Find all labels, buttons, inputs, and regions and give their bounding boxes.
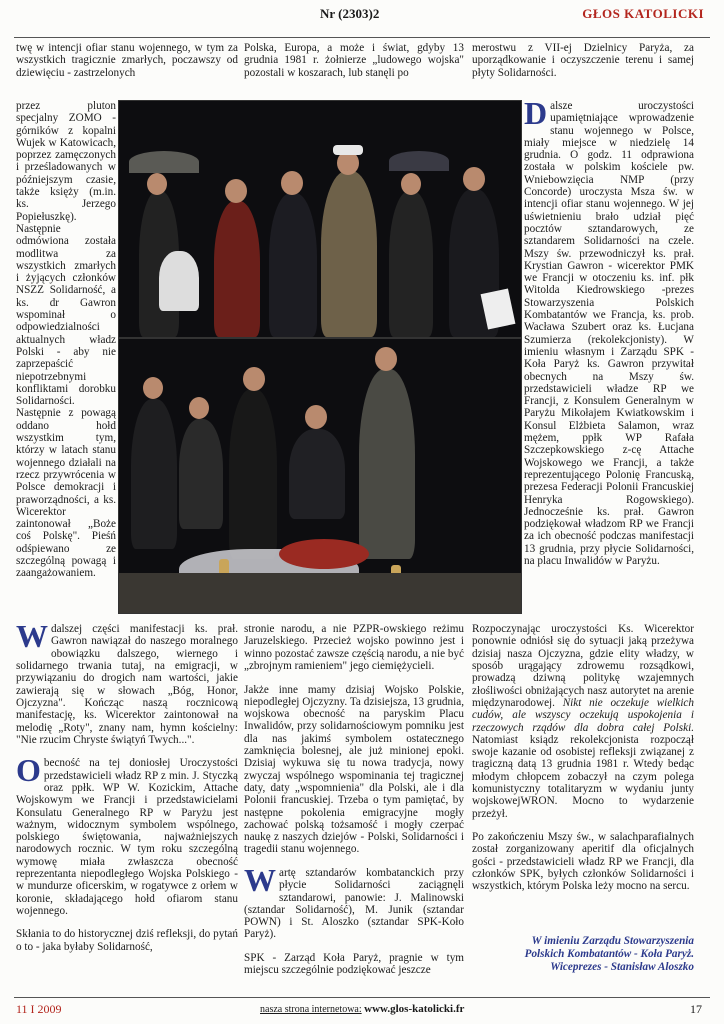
column-1-top — [16, 42, 238, 79]
column-3-wrap-text — [524, 95, 694, 567]
page-number: 17 — [690, 1002, 702, 1016]
signature-line: Polskich Kombatantów - Koła Paryż. — [524, 948, 694, 960]
column-2-top — [244, 42, 464, 79]
issue-number: Nr (2303)2 — [320, 6, 380, 21]
photo-ceremony-church — [118, 100, 522, 338]
paragraph: alsze uroczystości upamiętniające wprowadzenie stanu wojennego w Polsce, miały miejsce w niedzielę 14 grudnia. O godz. 11 odprawiona została w polskim kościele pw. Wniebowzięcia NMP (przy Concorde) uroczysta Msza św. w intencji ofiar stanu wojennego. W jej uświetnieniu brało udział pięć pocztów sztandarowych, ze sztandarem Solidarności na czele. Mszy św. przewodniczył ks. prał. Krystian Gawron - wicerektor PMK we Francji w otoczeniu ks. inf. płk Witolda Kiedrowskiego -prezes Stowarzyszenia Polskich Kombatantów we Francja, ks. prob. Wacława Szubert oraz ks. Łucjana Szumierza (rekolekcjonisty). W imieniu własnym i Zarządu SPK - Koła Paryż ks. Gawron przywitał obecnych na Mszy św. przedstawicieli władze RP we Francji, z Konsulem Generalnym w Paryżu Mikołajem Kwiatkowskim i Konsul Elżbieta Salamon, wraz mężem, ppłk WP Rafała Szczepkowskiego z-cę Attache Wojskowego we Francji, a także reprezentującego Polonię Francuską, prezesa Federacji Polonii Francuskiej Henryka Rogowskiego). Jednocześnie ks. prał. Gawron podziękował władzom RP we Francji za ich obecność podczas manifestacji 13 grudnia, przy płycie Solidarności, na placu Inwalidów w Paryżu. — [524, 100, 694, 567]
paragraph: Jakże inne mamy dzisiaj Wojsko Polskie, niepodległej Ojczyzny. Ta dzisiejsza, 13 grudnia, wojskowa obecność na paryskim Placu Inwalidów, przy solidarnościowym pomniku jest dla nas jakimś symbolem ostatecznego zamknięcia bolesnej, ale już minionej epoki. Dzisiaj wykuwa się tu nowa tradycja, nowy zwyczaj wspólnego wspominania tej tragicznej daty, daty „wspomnienia" dla Polski, ale i dla Polonii francuskiej. Trzeba o tym pamiętać, by następne pokolenia emigracyjne mogły zachować polską tożsamość i mogły czerpać naukę z naszych dziejów - Polski, Solidarności i tragedii stanu wojennego. — [244, 683, 464, 856]
paragraph: Obecność na tej doniosłej Uroczystości przedstawicieli władz RP z min. J. Styczką oraz ppłk. WP W. Kozickim, Attache Wojskowym we Francji i przedstawicielami Konsulatu Generalnego RP w Paryżu jest ważnym, widocznym symbolem wspólnego, polskiego świętowania, najważniejszych narodowych rocznic. W tym roku szczególną wymowę miała zwłaszcza obecność reprezentanta niepodległego Wojska Polskiego - w mundurze oficerskim, w rogatywce z orłem w koronie, składającego hołd ofiarom stanu wojennego. — [16, 752, 238, 917]
column-3-top — [472, 42, 694, 79]
paragraph: Skłania to do historycznej dziś refleksji, do pytań o to - jaka byłaby Solidarność, — [16, 928, 238, 953]
issue-date: 11 I 2009 — [16, 1002, 62, 1016]
paragraph: Polska, Europa, a może i świat, gdyby 13 grudnia 1981 r. żołnierze „ludowego wojska" pozostali w koszarach, lub stanęli po — [244, 42, 464, 79]
masthead-title: GŁOS KATOLICKI — [582, 6, 704, 21]
italic-quote: Nikt nie oczekuje wielkich cudów, ale wszyscy oczekują uspokojenia i rzeczowych rządów dla dobra całej Polski. — [472, 696, 694, 734]
website-line — [260, 1003, 464, 1015]
column-3-lower — [472, 612, 694, 904]
drop-cap: W — [244, 861, 276, 898]
footer-rule — [14, 997, 710, 998]
paragraph: Wartę sztandarów kombatanckich przy płycie Solidarności zaciągnęli sztandarowi, panowie: J. Malinowski (sztandar Solidarność), M. Junik (sztandar POWN) i St. Aloszko (sztandar SPK-Koło Paryż). — [244, 861, 464, 941]
paragraph: SPK - Zarząd Koła Paryż, pragnie w tym miejscu szczególnie podziękować jeszcze — [244, 951, 464, 977]
header-rule — [14, 37, 710, 38]
website-link[interactable]: www.glos-katolicki.fr — [364, 1003, 465, 1015]
signature-line: W imieniu Zarządu Stowarzyszenia — [531, 935, 694, 947]
paragraph: stronie narodu, a nie PZPR-owskiego reżimu Jaruzelskiego. Przecież wojsko powinno jest i winno pozostać zawsze częścią narodu, a nie być „zbrojnym ramieniem" jego ciemiężycieli. — [244, 623, 464, 673]
column-1-wrap-text: przez pluton specjalny ZOMO - górników z kopalni Wujek w Katowicach, poprzez zamęczonych i prześladowanych w późniejszym czasie, także księży (m.in. ks. Jerzego Popiełuszkę). Następnie odmówiona została modlitwa za wszystkich zmarłych i żyjących członków NSZZ Solidarność, a ks. dr Gawron wspominał o odpowiedzialności aktualnych władz Polski - aby nie zaprzepaścić niepotrzebnymi konfliktami dorobku Solidarności. Następnie z powagą oddano hołd wszystkim tym, którzy w latach stanu wojennego działali na rzecz przywrócenia w Polsce demokracji i praworządności, a ks. Wicerektor zaintonował „Boże coś Polskę". Pieśń odśpiewano ze szczególną powagą i zaangażowaniem. — [16, 100, 116, 580]
paragraph: Po zakończeniu Mszy św., w salachparafialnych został zorganizowany aperitif dla oficjalnych gości - przedstawicieli władz RP we Francji, dla członków SPK, byłych członków Solidarności i wszystkich, którym Polska leży mocno na sercu. — [472, 831, 694, 893]
column-1-lower — [16, 612, 238, 964]
paragraph: Wdalszej części manifestacji ks. prał. Gawron nawiązał do naszego moralnego obowiązku dalszego, wiernego i solidarnego trwania tutaj, na emigracji, w przywiązaniu do drogich nam wartości, jakie zawierają się w słowach „Bóg, Honor, Ojczyzna". Kończąc naszą rocznicową manifestację, ks. Wicerektor zaintonował na melodię „Roty", znany nam, hymn kościelny: "Nie rzucim Chryste świątyń Twych...". — [16, 618, 238, 746]
signature-block — [472, 935, 694, 974]
paragraph: twę w intencji ofiar stanu wojennego, w tym za wszystkich tragicznie zmarłych, poczawszy od dziewięciu - zastrzelonych — [16, 42, 238, 79]
paragraph: Rozpoczynając uroczystości Ks. Wicerektor ponownie odniósł się do sytuacji jaką przeżywa dzisiaj nasza Ojczyzna, gdzie elity władzy, w sposób urągający zdrowemu rozsądkowi, prowadzą dziwną politykę wzajemnych złośliwości obniżających nasz autorytet na arenie międzynarodowej. Nikt nie oczekuje wielkich cudów, ale wszyscy oczekują uspokojenia i rzeczowych rządów dla dobra całej Polski. Natomiast ksiądz rekolekcjonista rozpoczął swoje kazanie od osobistej refleksji związanej z tragiczną datą 13 grudnia 1981 r. Wtedy bedąc młodym chłopcem zobaczył na czym polega komunistyczny totalitaryzm w wydaniu junty wojskowejWRON. Mocno to wydarzenie przeżył. — [472, 623, 694, 820]
signature-line: Wiceprezes - Stanisław Aloszko — [550, 961, 694, 973]
drop-cap: W — [16, 618, 48, 655]
paragraph: merostwu z VII-ej Dzielnicy Paryża, za uporządkowanie i oczyszczenie terenu i samej płyty Solidarności. — [472, 42, 694, 79]
drop-cap: O — [16, 752, 41, 789]
column-2-lower — [244, 612, 464, 988]
photo-ceremony-monument — [118, 338, 522, 614]
drop-cap: D — [524, 95, 548, 131]
website-label: nasza strona internetowa: — [260, 1004, 362, 1015]
